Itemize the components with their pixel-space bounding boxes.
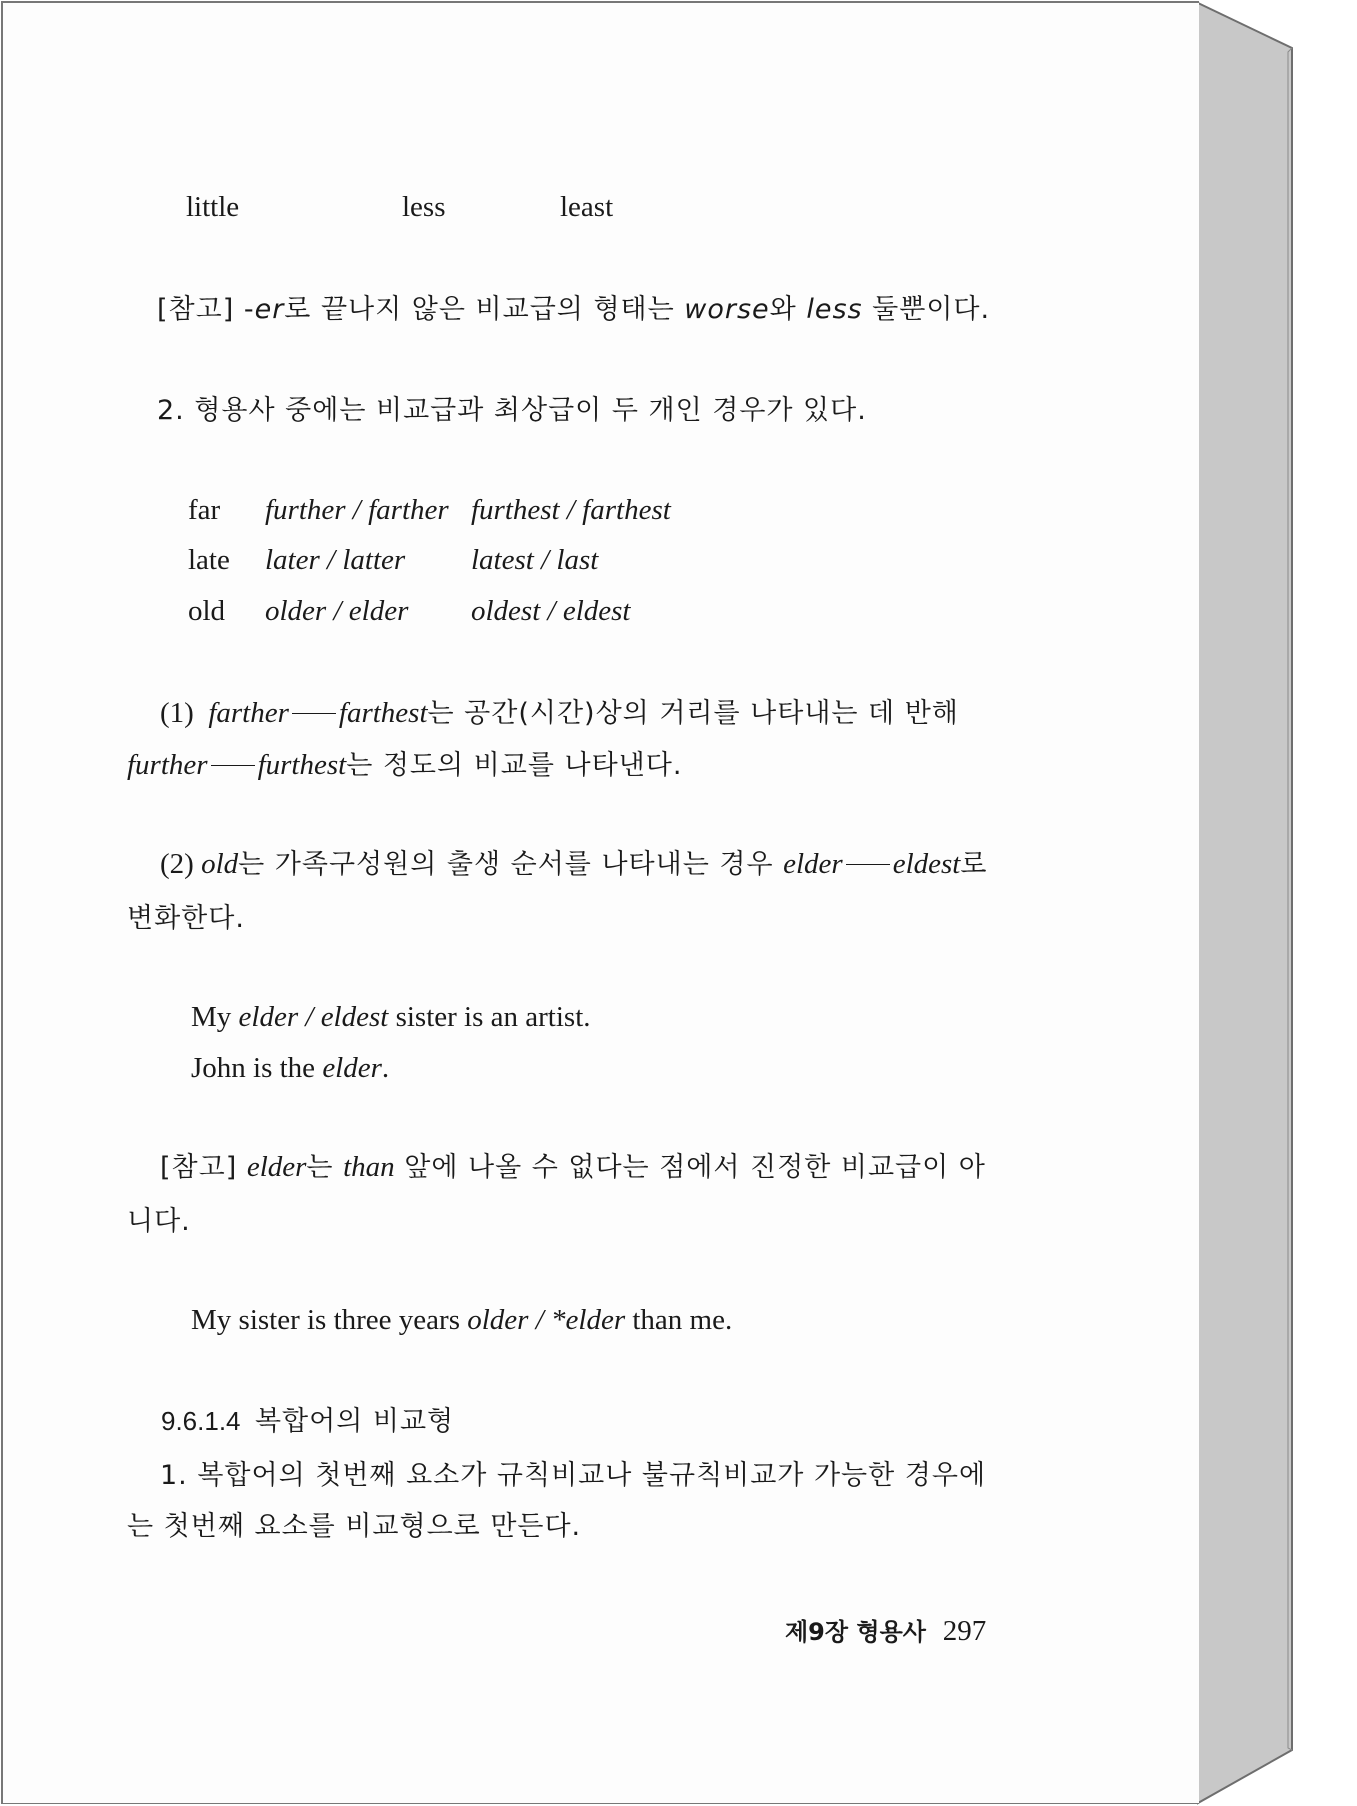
note1-line (157, 296, 990, 323)
note1-less: less (806, 294, 863, 325)
example-1-text-a: My (191, 1001, 239, 1033)
note1-er: er (254, 294, 285, 325)
forms-row-far-base: far (188, 494, 221, 526)
para1-farther: farther (208, 697, 289, 729)
forms-row-far-comp: further / farther (265, 494, 449, 526)
forms-row-late-base: late (188, 544, 230, 576)
footer-chapter: 제9장 형용사 (785, 1618, 926, 1646)
note1-tag: [참고] (157, 294, 235, 325)
para2-old: old (201, 848, 239, 880)
point2-line: 2. 형용사 중에는 비교급과 최상급이 두 개인 경우가 있다. (157, 395, 867, 426)
para2-eldest: eldest (892, 848, 961, 880)
forms-row-late-sup: latest / last (471, 544, 599, 576)
para1-further: further (127, 749, 208, 781)
para2-line2: 변화한다. (127, 903, 245, 934)
forms-row-old-comp: older / elder (265, 595, 409, 627)
em-dash (211, 765, 255, 766)
example-2-text-a: John is the (191, 1052, 323, 1084)
para2-text2: 로 (960, 849, 988, 880)
point1-line2: 는 첫번째 요소를 비교형으로 만든다. (127, 1511, 582, 1542)
em-dash (846, 864, 890, 865)
para2-num: (2) (160, 848, 194, 880)
para1-furthest: furthest (257, 749, 347, 781)
top-row-superlative: least (560, 191, 614, 223)
note1-text: 로 끝나지 않은 비교급의 형태는 (284, 294, 685, 325)
section-heading (161, 1408, 454, 1435)
note2-line1 (160, 1153, 986, 1182)
note2-line2: 니다. (127, 1206, 191, 1237)
book-page (3, 3, 1199, 1803)
example-3-text-a: My sister is three years (191, 1304, 468, 1336)
note2-tag: [참고] (160, 1152, 247, 1183)
page-footer (785, 1617, 986, 1646)
para1-text1: 는 공간(시간)상의 거리를 나타내는 데 반해 (427, 698, 959, 729)
example-1-text-c: sister is an artist. (388, 1001, 591, 1033)
para2-elder: elder (783, 848, 843, 880)
note1-worse: worse (684, 294, 770, 325)
section-number: 9.6.1.4 (161, 1406, 241, 1436)
forms-row-old-base: old (188, 595, 226, 627)
para2-text1: 는 가족구성원의 출생 순서를 나타내는 경우 (238, 849, 784, 880)
page-number: 297 (942, 1615, 987, 1647)
example-1 (191, 1003, 591, 1032)
example-3-text-c: than me. (625, 1304, 733, 1336)
example-2 (191, 1054, 389, 1083)
note1-end: 둘뿐이다. (862, 294, 991, 325)
example-1-italic: elder / eldest (238, 1001, 389, 1033)
para1-line2 (127, 751, 682, 780)
forms-row-late-comp: later / latter (265, 544, 406, 576)
point1-line1: 1. 복합어의 첫번째 요소가 규칙비교나 불규칙비교가 가능한 경우에 (160, 1460, 987, 1491)
forms-row-old-sup: oldest / eldest (471, 595, 631, 627)
top-row-base: little (186, 191, 240, 223)
example-2-text-c: . (381, 1052, 390, 1084)
note2-than: than (343, 1151, 395, 1183)
note2-text1: 는 (306, 1152, 344, 1183)
example-2-italic: elder (322, 1052, 382, 1084)
example-3 (191, 1306, 732, 1335)
para1-text2: 는 정도의 비교를 나타낸다. (346, 750, 683, 781)
em-dash (292, 713, 336, 714)
example-3-italic: older / *elder (467, 1304, 626, 1336)
forms-row-far-sup: furthest / farthest (471, 494, 671, 526)
note2-elder: elder (246, 1151, 307, 1183)
para2-line1 (160, 850, 987, 879)
note1-and: 와 (769, 294, 807, 325)
top-row-comparative: less (402, 191, 446, 223)
para1-farthest: farthest (338, 697, 428, 729)
note2-text2: 앞에 나올 수 없다는 점에서 진정한 비교급이 아 (394, 1152, 986, 1183)
para1-line1 (160, 699, 959, 728)
note1-dash: - (243, 294, 255, 325)
para1-num: (1) (160, 697, 194, 729)
section-title: 복합어의 비교형 (254, 1406, 455, 1437)
